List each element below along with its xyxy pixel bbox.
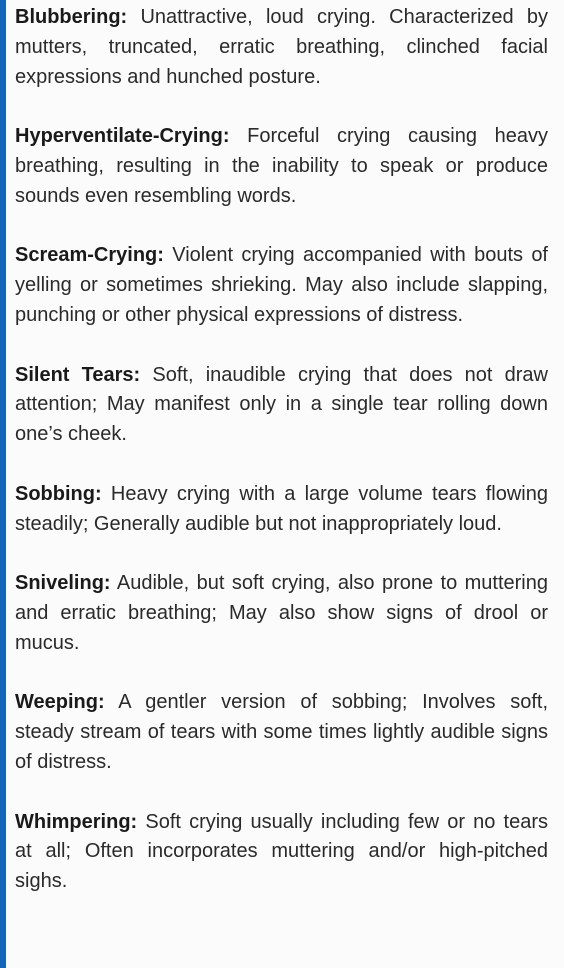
- definition-term: Blubbering:: [15, 6, 128, 28]
- definition-entry-blubbering: [15, 3, 548, 92]
- definition-text: Audible, but soft crying, also prone to muttering and erratic breathing; May also show signs of drool or mucus.: [15, 572, 548, 654]
- definition-text: Soft, inaudible crying that does not draw attention; May manifest only in a single tear rolling down one’s cheek.: [15, 363, 548, 446]
- definition-term: Sobbing:: [15, 482, 102, 505]
- definition-text: Soft crying usually including few or no tears at all; Often incorporates muttering and/or high-pitched sighs.: [15, 810, 549, 893]
- definition-entry-sobbing: [15, 480, 548, 540]
- definition-entry-hyperventilate-crying: [15, 122, 548, 211]
- definition-entry-scream-crying: [15, 241, 548, 330]
- definition-list: [15, 3, 548, 897]
- definition-text: Violent crying accompanied with bouts of yelling or sometimes shrieking. May also include slapping, punching or other physical expressions of distress.: [15, 244, 548, 326]
- definition-text: Forceful crying causing heavy breathing, resulting in the inability to speak or produce sounds even resembling words.: [15, 125, 548, 207]
- definition-entry-silent-tears: [15, 361, 548, 450]
- definition-term: Hyperventilate-Crying:: [15, 125, 230, 148]
- definition-text: Unattractive, loud crying. Characterized by mutters, truncated, erratic breathing, clinched facial expressions and hunched posture.: [15, 6, 548, 88]
- definition-entry-sniveling: [15, 569, 548, 658]
- definition-term: Sniveling:: [15, 572, 111, 595]
- definition-entry-weeping: [15, 688, 548, 777]
- definition-term: Scream-Crying:: [15, 244, 164, 267]
- definition-term: Whimpering:: [15, 810, 138, 833]
- definition-term: Silent Tears:: [15, 363, 141, 386]
- definition-entry-whimpering: [15, 808, 548, 897]
- definition-term: Weeping:: [15, 691, 105, 714]
- definition-text: A gentler version of sobbing; Involves soft, steady stream of tears with some times lightly audible signs of distress.: [15, 691, 548, 773]
- left-accent-bar: [0, 0, 6, 968]
- definition-text: Heavy crying with a large volume tears flowing steadily; Generally audible but not inappropriately loud.: [15, 482, 548, 535]
